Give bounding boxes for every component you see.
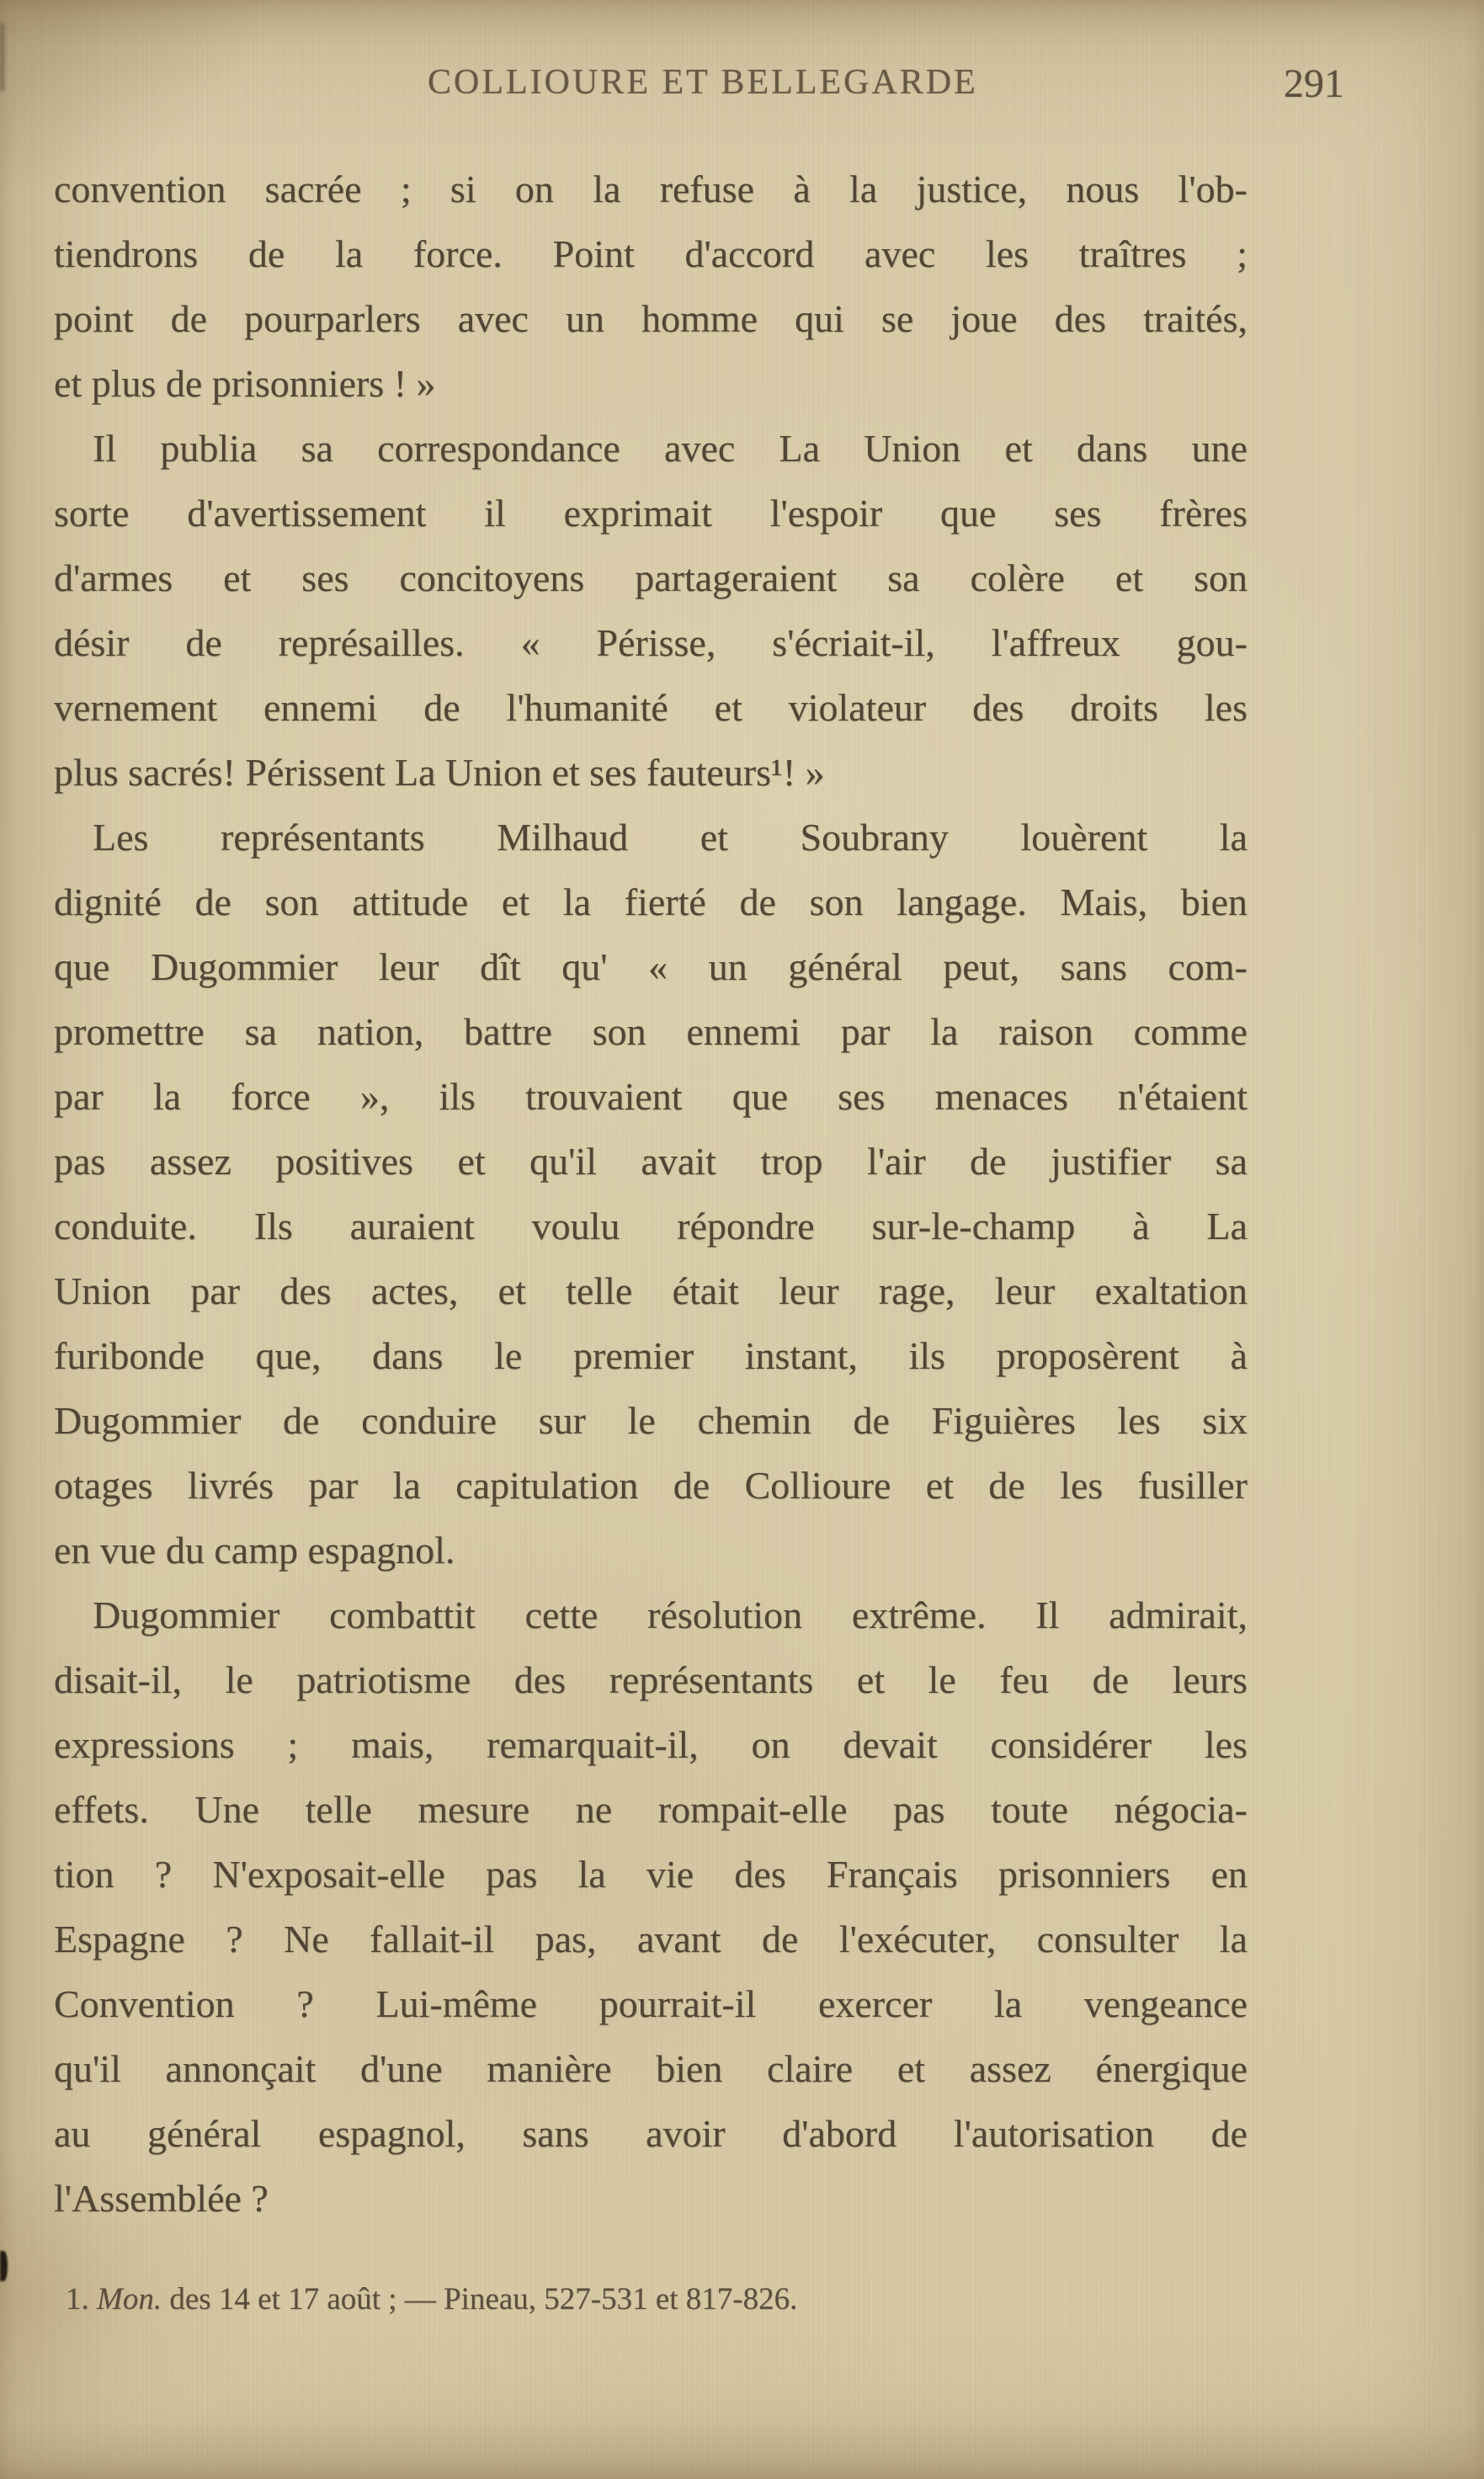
paragraph <box>54 1583 1247 2231</box>
footnote-source-abbrev: Mon. <box>97 2282 162 2317</box>
text-line: qu'il annonçait d'une manière bien claire et assez énergique <box>54 2047 1247 2090</box>
text-line: Les représentants Milhaud et Soubrany louèrent la <box>93 816 1247 859</box>
text-body <box>54 157 1247 2231</box>
text-line: sorte d'avertissement il exprimait l'espoir que ses frères <box>54 492 1247 535</box>
text-line: point de pourparlers avec un homme qui se joue des traités, <box>54 297 1247 340</box>
text-line: Convention ? Lui-même pourrait-il exercer la vengeance <box>54 1982 1247 2025</box>
text-line: au général espagnol, sans avoir d'abord l'autorisation de <box>54 2112 1247 2155</box>
footnote <box>66 2280 1261 2320</box>
text-line: conduite. Ils auraient voulu répondre sur-le-champ à La <box>54 1205 1247 1247</box>
page-number: 291 <box>1284 61 1344 106</box>
text-line: Dugommier combattit cette résolution extrême. Il admirait, <box>93 1593 1247 1636</box>
text-line: plus sacrés! Périssent La Union et ses fauteurs¹! » <box>54 751 825 794</box>
text-line: pas assez positives et qu'il avait trop l'air de justifier sa <box>54 1140 1247 1183</box>
footnote-text: des 14 et 17 août ; — Pineau, 527-531 et 817-826. <box>169 2282 798 2317</box>
text-line: convention sacrée ; si on la refuse à la justice, nous l'ob- <box>54 168 1247 210</box>
paragraph <box>54 157 1247 416</box>
text-line: que Dugommier leur dît qu' « un général peut, sans com- <box>54 945 1247 988</box>
text-line: par la force », ils trouvaient que ses menaces n'étaient <box>54 1075 1247 1118</box>
text-line: furibonde que, dans le premier instant, ils proposèrent à <box>54 1334 1247 1377</box>
text-line: effets. Une telle mesure ne rompait-elle pas toute négocia- <box>54 1788 1247 1831</box>
paragraph <box>54 805 1247 1583</box>
text-line: en vue du camp espagnol. <box>54 1529 455 1572</box>
running-title: COLLIOURE ET BELLEGARDE <box>428 63 978 102</box>
text-line: et plus de prisonniers ! » <box>54 362 436 405</box>
text-line: Espagne ? Ne fallait-il pas, avant de l'exécuter, consulter la <box>54 1918 1247 1960</box>
text-line: dignité de son attitude et la fierté de son langage. Mais, bien <box>54 880 1247 923</box>
text-line: promettre sa nation, battre son ennemi par la raison comme <box>54 1010 1247 1053</box>
scan-edge-artifact <box>0 2251 8 2281</box>
text-line: Union par des actes, et telle était leur rage, leur exaltation <box>54 1269 1247 1312</box>
text-line: tiendrons de la force. Point d'accord avec les traîtres ; <box>54 232 1247 275</box>
paragraph <box>54 416 1247 805</box>
text-line: Dugommier de conduire sur le chemin de Figuières les six <box>54 1399 1247 1442</box>
text-line: l'Assemblée ? <box>54 2177 269 2220</box>
footnote-marker: 1. <box>66 2282 89 2317</box>
text-line: désir de représailles. « Périsse, s'écriait-il, l'affreux gou- <box>54 621 1247 664</box>
text-line: tion ? N'exposait-elle pas la vie des Français prisonniers en <box>54 1853 1247 1896</box>
text-line: Il publia sa correspondance avec La Union et dans une <box>93 427 1247 470</box>
text-line: vernement ennemi de l'humanité et violateur des droits les <box>54 686 1247 729</box>
text-line: disait-il, le patriotisme des représentants et le feu de leurs <box>54 1658 1247 1701</box>
text-line: expressions ; mais, remarquait-il, on devait considérer les <box>54 1723 1247 1766</box>
text-line: otages livrés par la capitulation de Collioure et de les fusiller <box>54 1464 1247 1507</box>
page-header <box>0 62 1484 113</box>
text-line: d'armes et ses concitoyens partageraient sa colère et son <box>54 556 1247 599</box>
